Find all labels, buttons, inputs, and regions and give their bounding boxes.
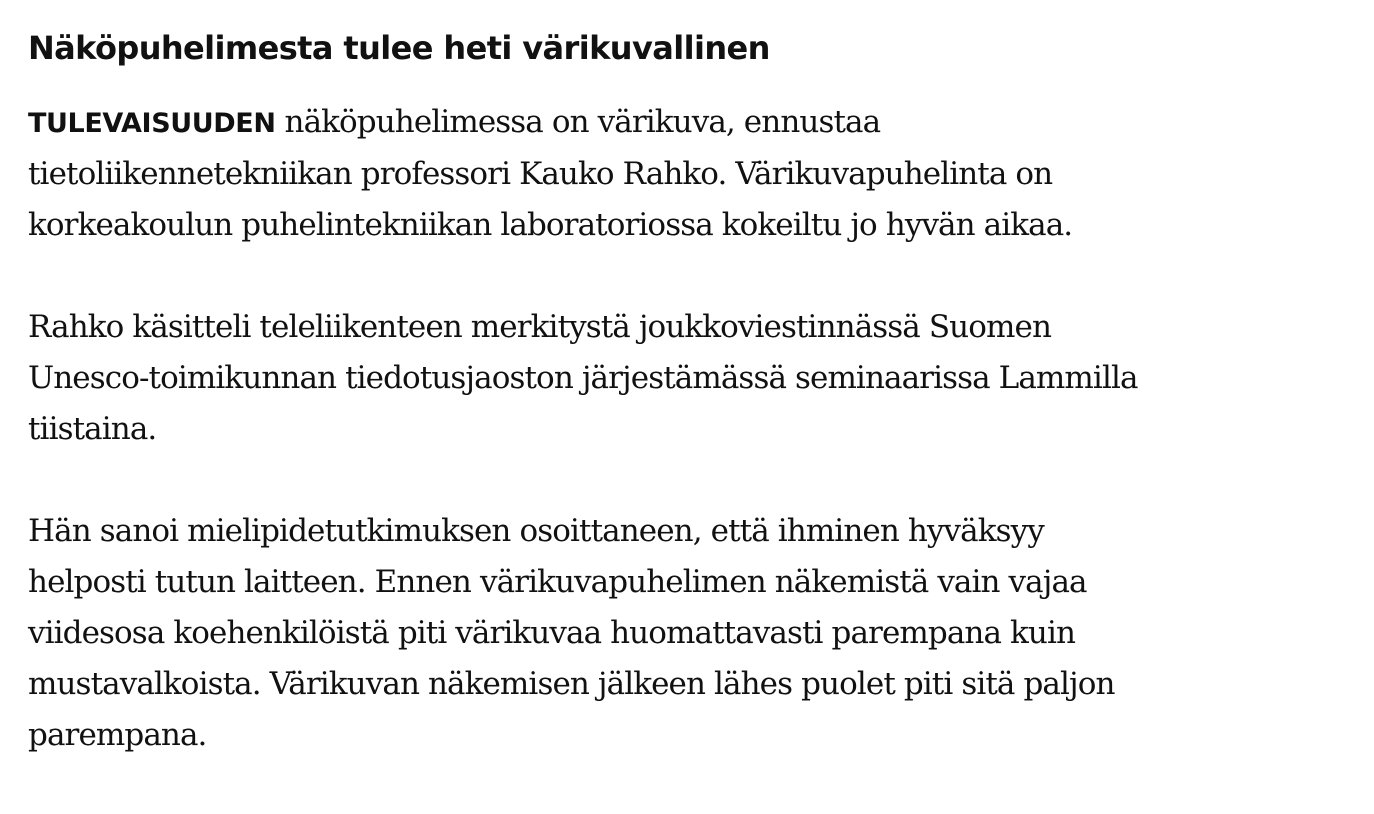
- paragraph-line: tiistaina.: [28, 411, 157, 447]
- paragraph-line: Unesco-toimikunnan tiedotusjaoston järjestämässä seminaarissa Lammilla: [28, 360, 1138, 396]
- paragraph-line: Rahko käsitteli teleliikenteen merkitystä joukkoviestinnässä Suomen: [28, 309, 1052, 345]
- article-paragraph-2: [28, 302, 1338, 455]
- article-paragraph-3: [28, 506, 1338, 761]
- paragraph-line: korkeakoulun puhelintekniikan laboratoriossa kokeiltu jo hyvän aikaa.: [28, 207, 1073, 243]
- paragraph-line: viidesosa koehenkilöistä piti värikuvaa huomattavasti parempana kuin: [28, 615, 1076, 651]
- paragraph-line: [28, 97, 1338, 149]
- paragraph-line: mustavalkoista. Värikuvan näkemisen jälkeen lähes puolet piti sitä paljon: [28, 666, 1115, 702]
- article: [28, 0, 1338, 761]
- paragraph-line: helposti tutun laitteen. Ennen värikuvapuhelimen näkemistä vain vajaa: [28, 564, 1087, 600]
- lead-word: TULEVAISUUDEN: [28, 108, 276, 139]
- paragraph-line: tietoliikennetekniikan professori Kauko Rahko. Värikuvapuhelinta on: [28, 156, 1053, 192]
- article-paragraph-1: [28, 97, 1338, 251]
- paragraph-line: Hän sanoi mielipidetutkimuksen osoittaneen, että ihminen hyväksyy: [28, 513, 1044, 549]
- article-headline: Näköpuhelimesta tulee heti värikuvallinen: [28, 29, 770, 67]
- paragraph-line: parempana.: [28, 717, 207, 753]
- paragraph-line-text: näköpuhelimessa on värikuva, ennustaa: [275, 104, 881, 140]
